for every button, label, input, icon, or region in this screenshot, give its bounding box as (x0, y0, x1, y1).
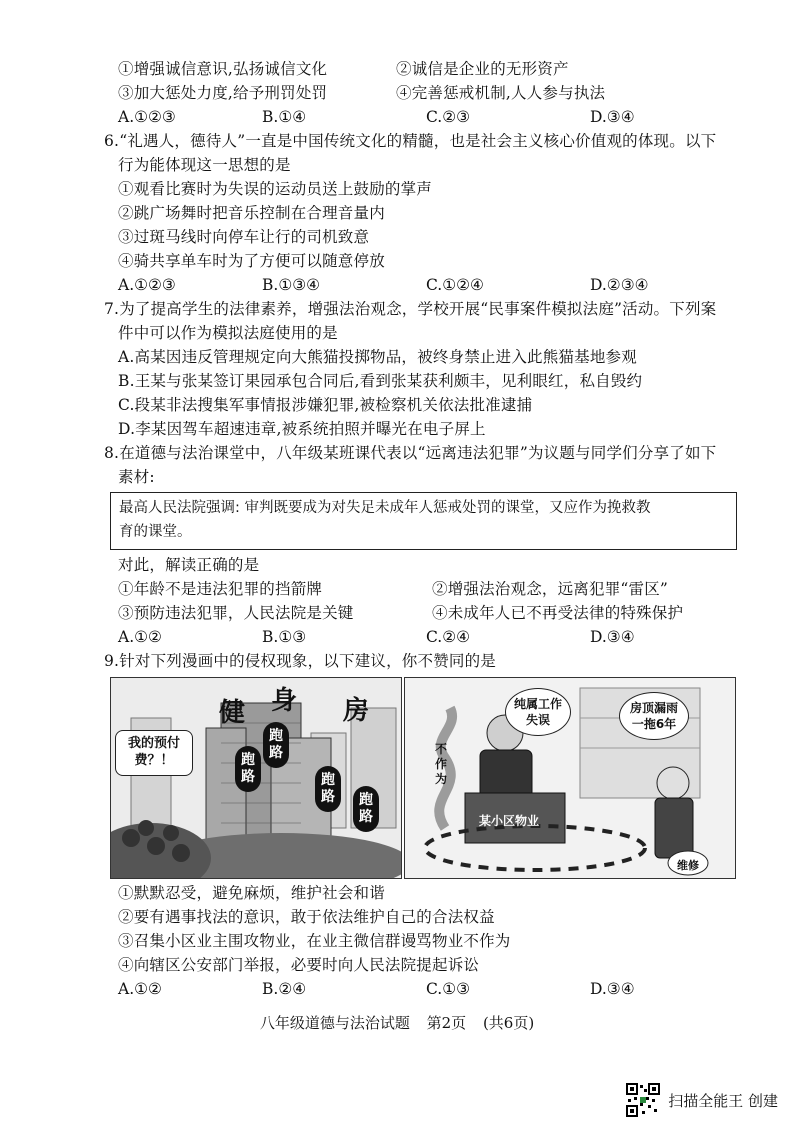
qr-code-icon (626, 1083, 660, 1117)
comic-gym (110, 677, 402, 879)
q9-choice-d: D.③④ (590, 980, 635, 998)
scanner-watermark (626, 1082, 778, 1118)
q8-stem-line2: 素材: (118, 468, 155, 486)
q6-choice-d: D.②③④ (590, 276, 649, 294)
q8-choice-d: D.③④ (590, 628, 635, 646)
q9-choice-a: A.①② (118, 980, 162, 998)
q5-option-1: ①增强诚信意识,弘扬诚信文化 (118, 60, 328, 78)
page-footer (0, 1012, 794, 1033)
footer-page-number: 第2页 (426, 1014, 467, 1032)
q6-stem-line1: 6.“礼遇人，德待人”一直是中国传统文化的精髓，也是社会主义核心价值观的体现。以下 (104, 132, 717, 150)
q6-stem-line2: 行为能体现这一思想的是 (118, 156, 291, 174)
q9-item-1: ①默默忍受，避免麻烦，维护社会和谐 (118, 884, 385, 902)
gym-title-char-3: 房 (343, 696, 370, 726)
repair-bag-label: 维修 (677, 859, 699, 872)
q8-stem-line1: 8.在道德与法治课堂中，八年级某班课代表以“远离违法犯罪”为议题与同学们分享了如下 (104, 444, 717, 462)
inaction-smoke-label: 不作为 (435, 742, 448, 786)
footer-subject: 八年级道德与法治试题 (259, 1014, 410, 1032)
run-away-pill-2: 跑路 (263, 722, 289, 768)
gym-title-char-1: 健 (219, 698, 246, 728)
q5-option-2: ②诚信是企业的无形资产 (396, 60, 569, 78)
q6-choice-a: A.①②③ (118, 276, 176, 294)
q5-choice-a: A.①②③ (118, 108, 176, 126)
run-away-pill-3: 跑路 (315, 766, 341, 812)
property-desk-label: 某小区物业 (479, 814, 540, 828)
q8-prompt: 对此，解读正确的是 (118, 556, 260, 574)
q9-item-3: ③召集小区业主围攻物业，在业主微信群谩骂物业不作为 (118, 932, 511, 950)
q6-item-1: ①观看比赛时为失误的运动员送上鼓励的掌声 (118, 180, 433, 198)
excuse-speech-bubble: 纯属工作失误 (505, 688, 571, 736)
q8-choice-a: A.①② (118, 628, 162, 646)
q7-option-d: D.李某因驾车超速违章,被系统拍照并曝光在电子屏上 (118, 420, 486, 438)
gym-title-char-2: 身 (271, 686, 298, 716)
q9-choice-b: B.②④ (262, 980, 307, 998)
q8-option-1: ①年龄不是违法犯罪的挡箭牌 (118, 580, 323, 598)
q8-choice-c: C.②④ (426, 628, 471, 646)
q8-quote-line1: 最高人民法院强调: 审判既要成为对失足未成年人惩戒处罚的课堂，又应作为挽救教 (119, 500, 651, 516)
q8-material-box (110, 492, 737, 550)
q6-choice-c: C.①②④ (426, 276, 484, 294)
q5-choice-c: C.②③ (426, 108, 471, 126)
q6-item-3: ③过斑马线时向停车让行的司机致意 (118, 228, 370, 246)
leaking-roof-bubble: 房顶漏雨一拖6年 (619, 692, 689, 740)
q6-choice-b: B.①③④ (262, 276, 321, 294)
run-away-pill-1: 跑路 (235, 746, 261, 792)
q9-choice-c: C.①③ (426, 980, 471, 998)
q7-option-b: B.王某与张某签订果园承包合同后,看到张某获利颇丰，见利眼红，私自毁约 (118, 372, 643, 390)
q8-option-4: ④未成年人已不再受法律的特殊保护 (432, 604, 684, 622)
q5-choice-b: B.①④ (262, 108, 307, 126)
prepaid-speech-bubble: 我的预付费？！ (115, 730, 193, 776)
q8-quote-line2: 育的课堂。 (119, 524, 192, 540)
q8-option-3: ③预防违法犯罪，人民法院是关键 (118, 604, 354, 622)
scanner-label: 扫描全能王 创建 (668, 1091, 778, 1110)
q7-stem-line1: 7.为了提高学生的法律素养，增强法治观念，学校开展“民事案件模拟法庭”活动。下列案 (104, 300, 717, 318)
q6-item-4: ④骑共享单车时为了方便可以随意停放 (118, 252, 385, 270)
q9-item-2: ②要有遇事找法的意识，敢于依法维护自己的合法权益 (118, 908, 495, 926)
q6-item-2: ②跳广场舞时把音乐控制在合理音量内 (118, 204, 385, 222)
q9-stem: 9.针对下列漫画中的侵权现象，以下建议，你不赞同的是 (104, 652, 496, 670)
q7-option-a: A.高某因违反管理规定向大熊猫投掷物品，被终身禁止进入此熊猫基地参观 (118, 348, 637, 366)
q9-item-4: ④向辖区公安部门举报，必要时向人民法院提起诉讼 (118, 956, 480, 974)
run-away-pill-4: 跑路 (353, 786, 379, 832)
q8-choice-b: B.①③ (262, 628, 307, 646)
comic-property (404, 677, 736, 879)
q5-option-4: ④完善惩戒机制,人人参与执法 (396, 84, 606, 102)
q7-stem-line2: 件中可以作为模拟法庭使用的是 (118, 324, 338, 342)
q7-option-c: C.段某非法搜集军事情报涉嫌犯罪,被检察机关依法批准逮捕 (118, 396, 533, 414)
footer-total-pages: (共6页) (482, 1014, 535, 1032)
q8-option-2: ②增强法治观念，远离犯罪“雷区” (432, 580, 669, 598)
q5-choice-d: D.③④ (590, 108, 635, 126)
q5-option-3: ③加大惩处力度,给予刑罚处罚 (118, 84, 328, 102)
